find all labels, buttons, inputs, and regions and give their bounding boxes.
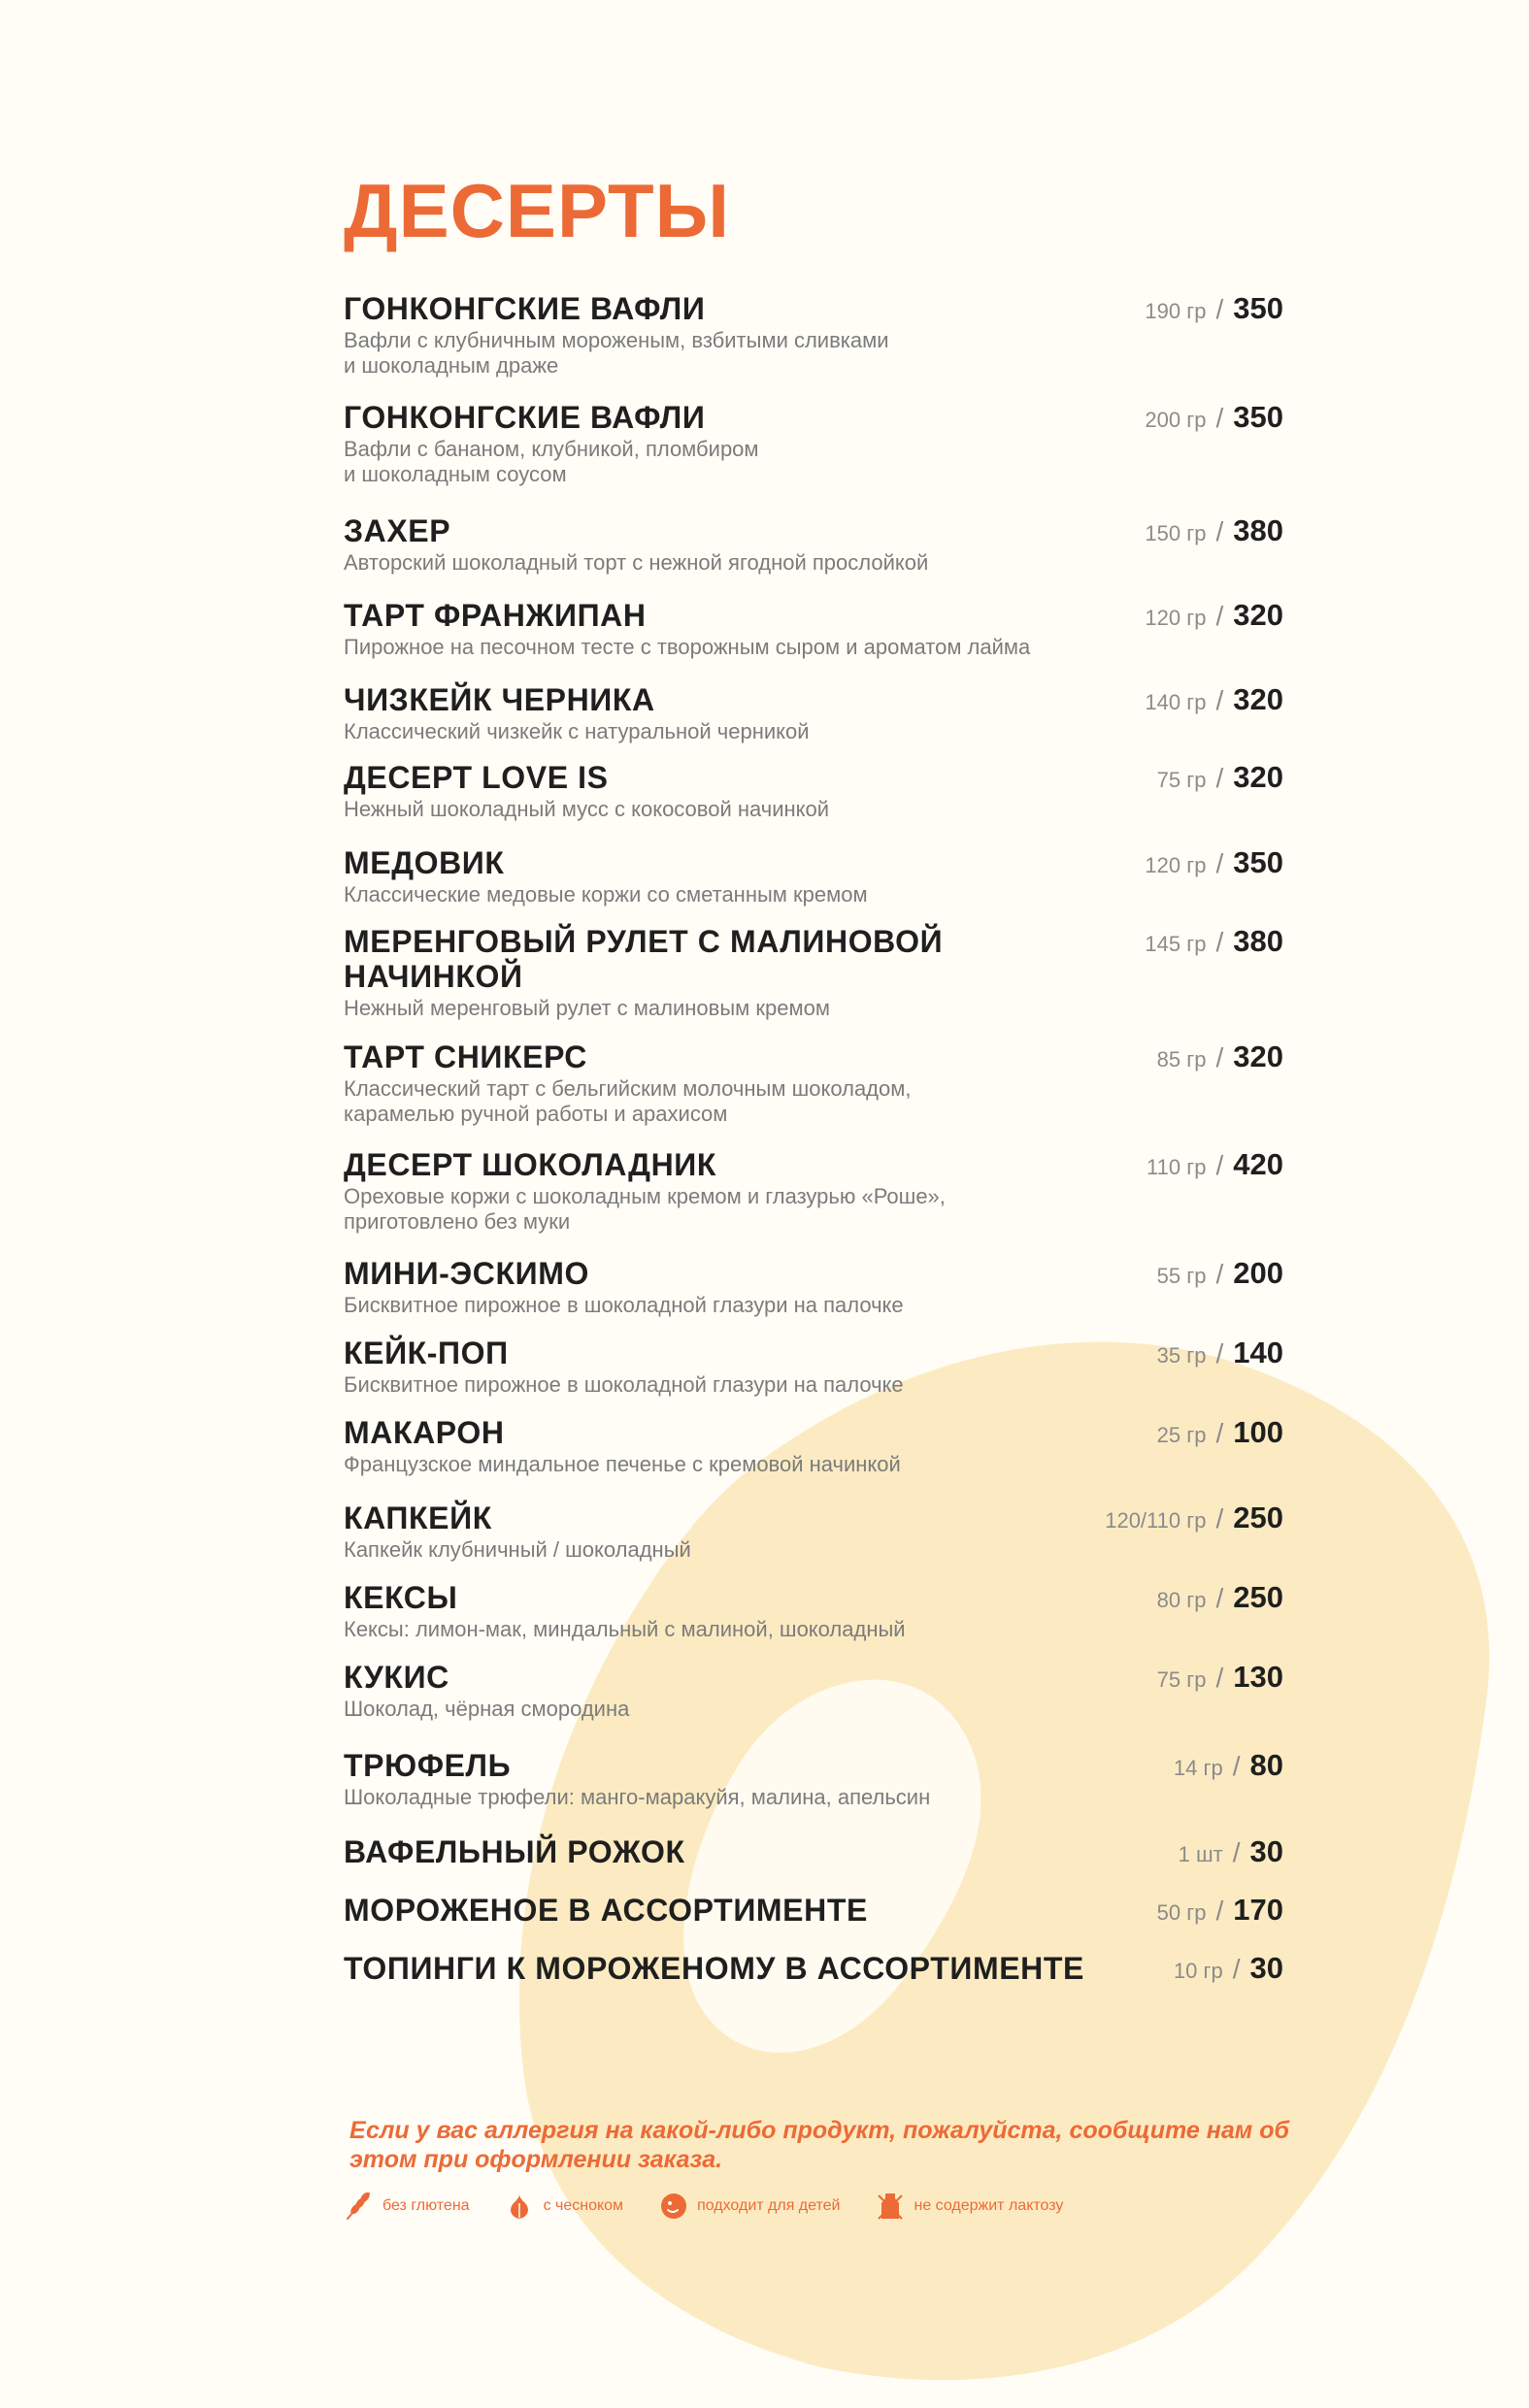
item-name: МЕРЕНГОВЫЙ РУЛЕТ С МАЛИНОВОЙ НАЧИНКОЙ	[344, 924, 944, 994]
item-price-row	[1174, 1951, 1283, 1986]
item-price-row	[1145, 598, 1283, 633]
item-description: Вафли с бананом, клубникой, пломбиром и шоколадным соусом	[344, 437, 759, 486]
legend-item	[503, 2190, 624, 2223]
price-separator: /	[1215, 1896, 1224, 1926]
legend-item	[342, 2190, 470, 2223]
price-separator: /	[1215, 403, 1224, 433]
item-name: ЗАХЕР	[344, 513, 451, 548]
page-title: ДЕСЕРТЫ	[344, 168, 730, 253]
item-name: МИНИ-ЭСКИМО	[344, 1256, 589, 1291]
menu-item	[344, 1256, 1283, 1318]
item-price-row	[1145, 845, 1283, 880]
legend-item	[874, 2190, 1064, 2223]
item-price-row	[1145, 682, 1283, 717]
menu-item	[344, 400, 1283, 487]
item-price: 170	[1233, 1893, 1283, 1927]
price-separator: /	[1215, 848, 1224, 878]
item-description: Классические медовые коржи со сметанным кремом	[344, 882, 868, 907]
item-name: КАПКЕЙК	[344, 1501, 492, 1535]
item-price: 350	[1233, 291, 1283, 325]
price-separator: /	[1232, 1751, 1241, 1781]
menu-item	[344, 1748, 1283, 1810]
menu-item	[344, 1660, 1283, 1722]
item-description: Классический чизкейк с натуральной черникой	[344, 719, 810, 743]
menu-item	[344, 760, 1283, 822]
item-weight: 80 гр	[1156, 1588, 1207, 1612]
item-weight: 190 гр	[1145, 299, 1207, 323]
item-name: МЕДОВИК	[344, 845, 505, 880]
child-icon	[656, 2190, 689, 2223]
item-description: Французское миндальное печенье с кремовой начинкой	[344, 1452, 901, 1476]
item-price: 420	[1233, 1147, 1283, 1181]
menu-item	[344, 845, 1283, 907]
item-price: 80	[1249, 1748, 1283, 1782]
item-price: 200	[1233, 1256, 1283, 1290]
legend-label: не содержит лактозу	[914, 2197, 1064, 2214]
price-separator: /	[1215, 1583, 1224, 1613]
price-separator: /	[1215, 601, 1224, 631]
price-separator: /	[1215, 1418, 1224, 1448]
price-separator: /	[1215, 1503, 1224, 1534]
item-name: ДЕСЕРТ ШОКОЛАДНИК	[344, 1147, 717, 1182]
item-description: Шоколадные трюфели: манго-маракуйя, малина, апельсин	[344, 1785, 931, 1809]
item-price: 30	[1249, 1951, 1283, 1985]
item-price: 320	[1233, 1039, 1283, 1073]
item-weight: 55 гр	[1156, 1264, 1207, 1288]
price-separator: /	[1215, 1042, 1224, 1072]
item-price: 320	[1233, 682, 1283, 716]
price-separator: /	[1215, 685, 1224, 715]
item-price: 380	[1233, 513, 1283, 547]
menu-item	[344, 682, 1283, 744]
item-name: КЕЙК-ПОП	[344, 1336, 509, 1370]
item-description: Бисквитное пирожное в шоколадной глазури на палочке	[344, 1372, 904, 1397]
menu-item	[344, 1834, 1283, 1869]
item-description: Ореховые коржи с шоколадным кремом и глазурью «Роше», приготовлено без муки	[344, 1184, 946, 1234]
item-weight: 75 гр	[1156, 1667, 1207, 1692]
menu-item	[344, 291, 1283, 379]
item-price-row	[1157, 1256, 1283, 1291]
item-name: ТОПИНГИ К МОРОЖЕНОМУ В АССОРТИМЕНТЕ	[344, 1951, 1084, 1986]
menu-item	[344, 924, 1283, 1021]
item-price: 350	[1233, 400, 1283, 434]
item-name: ЧИЗКЕЙК ЧЕРНИКА	[344, 682, 655, 717]
item-description: Классический тарт с бельгийским молочным шоколадом, карамелью ручной работы и арахисом	[344, 1076, 912, 1126]
item-price: 350	[1233, 845, 1283, 879]
menu-item	[344, 1336, 1283, 1398]
item-weight: 10 гр	[1173, 1959, 1223, 1983]
menu-item	[344, 1501, 1283, 1563]
garlic-icon	[503, 2190, 536, 2223]
menu-item	[344, 1415, 1283, 1477]
item-name: ТАРТ СНИКЕРС	[344, 1039, 587, 1074]
item-name: КУКИС	[344, 1660, 449, 1695]
item-weight: 145 гр	[1145, 932, 1207, 956]
menu-item	[344, 1893, 1283, 1928]
item-price-row	[1157, 1660, 1283, 1695]
price-separator: /	[1215, 516, 1224, 546]
item-price: 250	[1233, 1580, 1283, 1614]
lactose-free-icon	[874, 2190, 907, 2223]
item-price-row	[1145, 513, 1283, 548]
item-name: ТРЮФЕЛЬ	[344, 1748, 512, 1783]
menu-item	[344, 598, 1283, 660]
menu-item	[344, 1580, 1283, 1642]
wheat-icon	[342, 2190, 375, 2223]
item-weight: 25 гр	[1156, 1423, 1207, 1447]
menu-item	[344, 1951, 1283, 1986]
item-weight: 110 гр	[1147, 1155, 1207, 1179]
menu-item	[344, 513, 1283, 576]
item-price-row	[1145, 924, 1283, 959]
legend-label: подходит для детей	[697, 2197, 841, 2214]
item-weight: 85 гр	[1156, 1047, 1207, 1072]
item-price-row	[1157, 1336, 1283, 1370]
item-price-row	[1174, 1748, 1283, 1783]
item-price-row	[1157, 1039, 1283, 1074]
item-price: 30	[1249, 1834, 1283, 1868]
item-price: 130	[1233, 1660, 1283, 1694]
item-price-row	[1179, 1834, 1283, 1869]
item-weight: 120 гр	[1145, 606, 1207, 630]
item-price: 140	[1233, 1336, 1283, 1369]
item-description: Авторский шоколадный торт с нежной ягодной прослойкой	[344, 550, 929, 575]
price-separator: /	[1215, 927, 1224, 957]
item-price-row	[1145, 291, 1283, 326]
item-price-row	[1145, 400, 1283, 435]
item-description: Нежный меренговый рулет с малиновым кремом	[344, 996, 830, 1020]
item-weight: 35 гр	[1156, 1343, 1207, 1368]
item-description: Вафли с клубничным мороженым, взбитыми сливками и шоколадным драже	[344, 328, 889, 378]
legend-label: без глютена	[382, 2197, 470, 2214]
price-separator: /	[1215, 1150, 1224, 1180]
item-price: 100	[1233, 1415, 1283, 1449]
item-name: МОРОЖЕНОЕ В АССОРТИМЕНТЕ	[344, 1893, 868, 1928]
item-price-row	[1157, 760, 1283, 795]
item-price: 320	[1233, 598, 1283, 632]
item-price-row	[1105, 1501, 1283, 1535]
legend-label: с чесноком	[543, 2197, 624, 2214]
item-description: Нежный шоколадный мусс с кокосовой начинкой	[344, 797, 830, 821]
allergy-note: Если у вас аллергия на какой-либо продукт, пожалуйста, сообщите нам об этом при оформлении заказа.	[349, 2117, 1289, 2173]
price-separator: /	[1215, 1338, 1224, 1369]
item-weight: 120/110 гр	[1105, 1508, 1207, 1533]
item-description: Пирожное на песочном тесте с творожным сыром и ароматом лайма	[344, 635, 1031, 659]
item-weight: 75 гр	[1156, 768, 1207, 792]
item-price: 250	[1233, 1501, 1283, 1534]
item-weight: 14 гр	[1173, 1756, 1223, 1780]
price-separator: /	[1215, 1259, 1224, 1289]
item-price: 320	[1233, 760, 1283, 794]
item-price-row	[1157, 1415, 1283, 1450]
item-name: ГОНКОНГСКИЕ ВАФЛИ	[344, 400, 706, 435]
legend-item	[656, 2190, 840, 2223]
price-separator: /	[1215, 294, 1224, 324]
item-weight: 140 гр	[1145, 690, 1207, 714]
item-price: 380	[1233, 924, 1283, 958]
price-separator: /	[1215, 763, 1224, 793]
item-weight: 120 гр	[1145, 853, 1207, 877]
item-price-row	[1157, 1893, 1283, 1928]
allergen-legend	[342, 2190, 1096, 2223]
item-name: ДЕСЕРТ LOVE IS	[344, 760, 609, 795]
item-description: Шоколад, чёрная смородина	[344, 1697, 630, 1721]
item-name: КЕКСЫ	[344, 1580, 458, 1615]
menu-item	[344, 1147, 1283, 1235]
item-weight: 1 шт	[1178, 1842, 1223, 1866]
item-description: Бисквитное пирожное в шоколадной глазури на палочке	[344, 1293, 904, 1317]
price-separator: /	[1232, 1837, 1241, 1867]
item-name: ТАРТ ФРАНЖИПАН	[344, 598, 647, 633]
item-weight: 50 гр	[1156, 1900, 1207, 1925]
item-price-row	[1147, 1147, 1283, 1182]
item-price-row	[1157, 1580, 1283, 1615]
item-weight: 200 гр	[1145, 408, 1207, 432]
item-description: Капкейк клубничный / шоколадный	[344, 1537, 691, 1562]
price-separator: /	[1232, 1954, 1241, 1984]
item-name: МАКАРОН	[344, 1415, 505, 1450]
menu-item	[344, 1039, 1283, 1127]
price-separator: /	[1215, 1663, 1224, 1693]
item-description: Кексы: лимон-мак, миндальный с малиной, шоколадный	[344, 1617, 906, 1641]
item-weight: 150 гр	[1145, 521, 1207, 545]
item-name: ГОНКОНГСКИЕ ВАФЛИ	[344, 291, 706, 326]
item-name: ВАФЕЛЬНЫЙ РОЖОК	[344, 1834, 685, 1869]
